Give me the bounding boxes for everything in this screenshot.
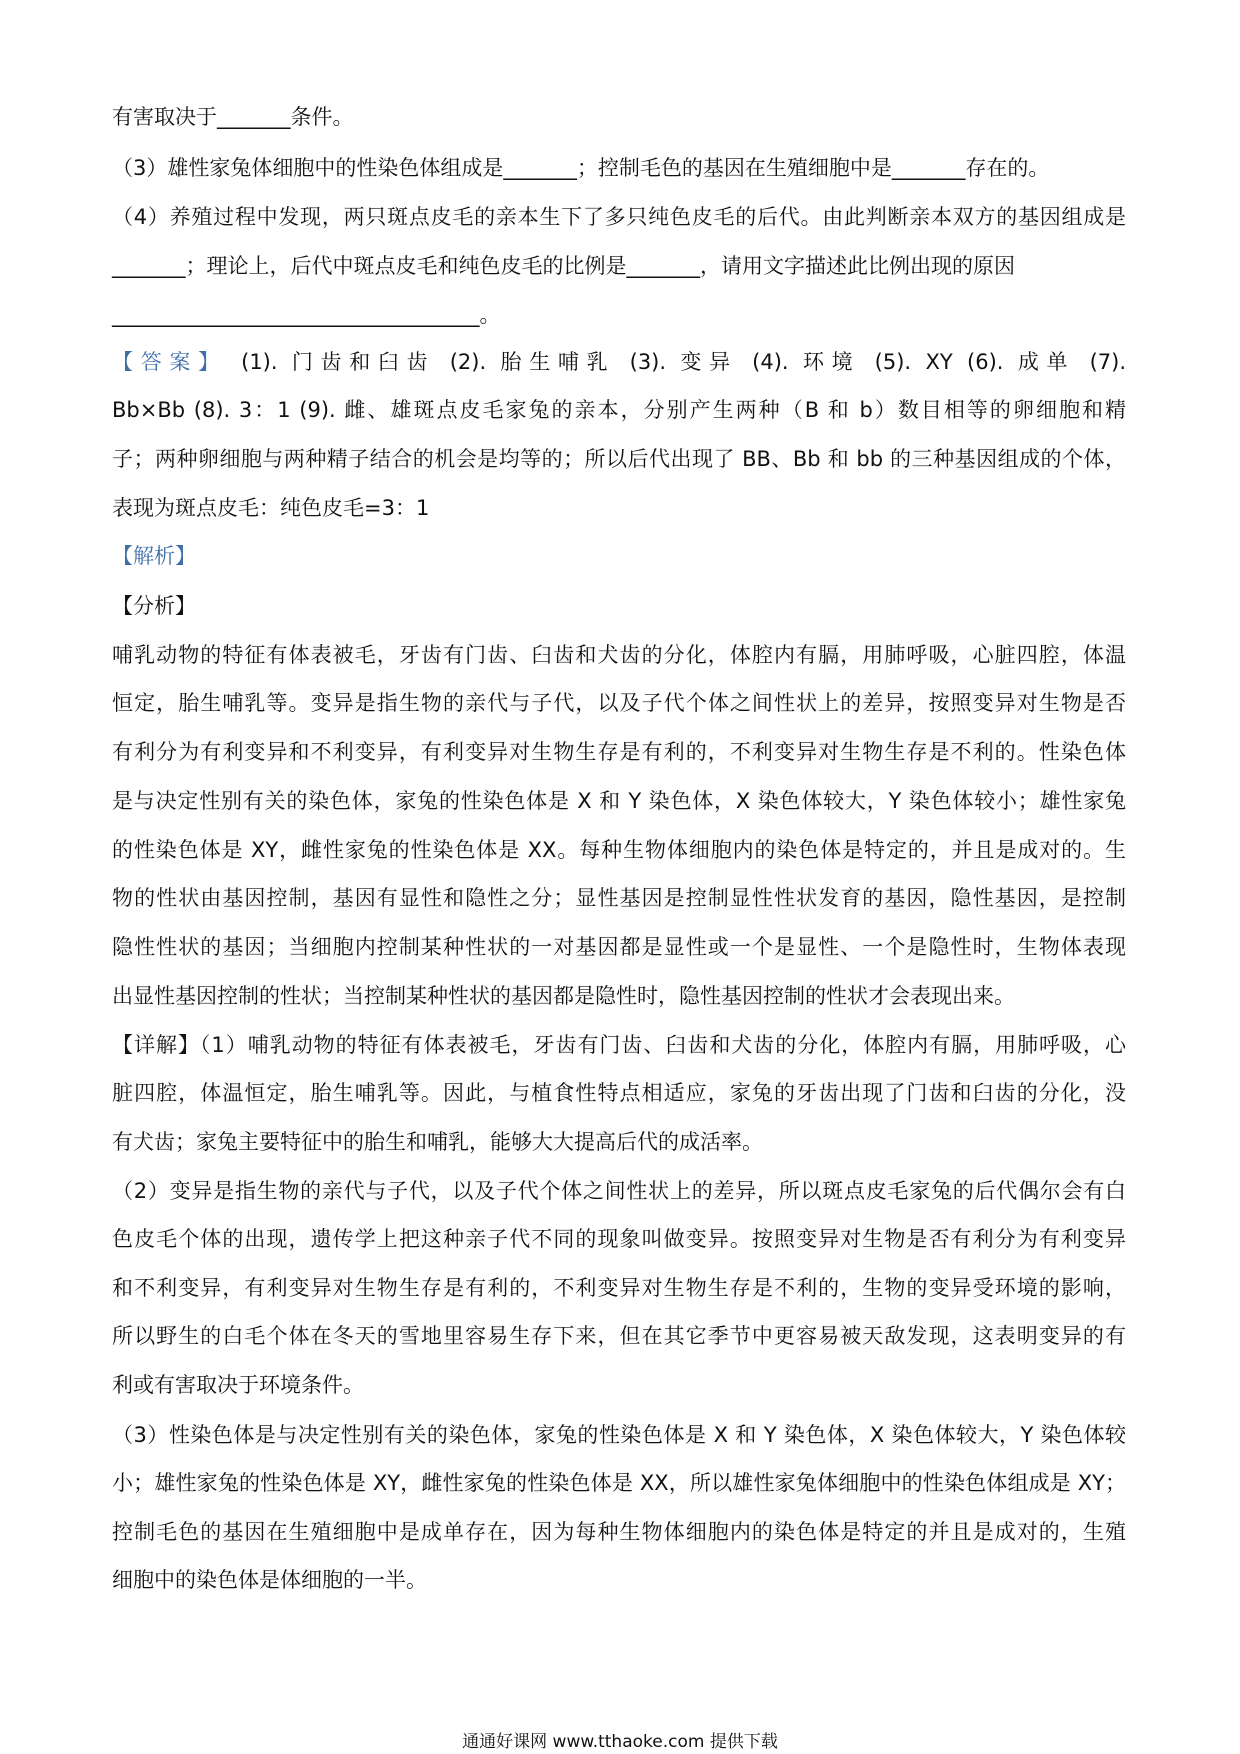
text-line (112, 1128, 1126, 1156)
line-text: 恒定，胎生哺乳等。变异是指生物的亲代与子代，以及子代个体之间性状上的差异，按照变异对生物是否 (112, 691, 1126, 715)
line-text: 子；两种卵细胞与两种精子结合的机会是均等的；所以后代出现了 BB、Bb 和 bb 的三种基因组成的个体， (112, 447, 1126, 471)
section-label: 【解析】 (112, 544, 196, 568)
text-line (112, 301, 1126, 329)
section-label: 【答案】 (112, 350, 227, 374)
line-text: 是与决定性别有关的染色体，家兔的性染色体是 X 和 Y 染色体，X 染色体较大，Y 染色体较小；雄性家兔 (112, 789, 1126, 813)
text-line (112, 1079, 1126, 1107)
line-text: 色皮毛个体的出现，遗传学上把这种亲子代不同的现象叫做变异。按照变异对生物是否有利分为有利变异 (112, 1227, 1126, 1251)
text-line (112, 1371, 1126, 1399)
line-text: 脏四腔，体温恒定，胎生哺乳等。因此，与植食性特点相适应，家兔的牙齿出现了门齿和臼齿的分化，没 (112, 1081, 1126, 1105)
text-line (112, 154, 1126, 182)
text-line (112, 1566, 1126, 1594)
line-text: 小；雄性家兔的性染色体是 XY，雌性家兔的性染色体是 XX，所以雄性家兔体细胞中的性染色体组成是 XY； (112, 1471, 1126, 1495)
line-text: （3）性染色体是与决定性别有关的染色体，家兔的性染色体是 X 和 Y 染色体，X 染色体较大，Y 染色体较 (112, 1423, 1126, 1447)
line-text: 【分析】 (112, 594, 196, 618)
text-line (112, 641, 1126, 669)
text-line (112, 787, 1126, 815)
line-text: ___________________________________。 (112, 303, 501, 327)
text-line (112, 252, 1126, 280)
line-text: _______；理论上，后代中斑点皮毛和纯色皮毛的比例是_______，请用文字描述此比例出现的原因 (112, 254, 1015, 278)
line-text: 物的性状由基因控制，基因有显性和隐性之分；显性基因是控制显性性状发育的基因，隐性基因，是控制 (112, 886, 1126, 910)
text-line (112, 884, 1126, 912)
text-line (112, 396, 1126, 424)
text-line (112, 592, 1126, 620)
text-line (112, 542, 1126, 570)
text-line (112, 738, 1126, 766)
line-text: 隐性性状的基因；当细胞内控制某种性状的一对基因都是显性或一个是显性、一个是隐性时，生物体表现 (112, 935, 1126, 959)
text-line (112, 1274, 1126, 1302)
line-text: Bb×Bb (8). 3：1 (9). 雌、雄斑点皮毛家兔的亲本，分别产生两种（B 和 b）数目相等的卵细胞和精 (112, 398, 1126, 422)
line-text: 有害取决于_______条件。 (112, 105, 354, 129)
line-text: 的性染色体是 XY，雌性家兔的性染色体是 XX。每种生物体细胞内的染色体是特定的，并且是成对的。生 (112, 838, 1126, 862)
line-text: 有犬齿；家兔主要特征中的胎生和哺乳，能够大大提高后代的成活率。 (112, 1130, 763, 1154)
line-text: 出显性基因控制的性状；当控制某种性状的基因都是隐性时，隐性基因控制的性状才会表现出来。 (112, 984, 1015, 1008)
line-text: 表现为斑点皮毛：纯色皮毛=3：1 (112, 496, 430, 520)
text-line (112, 494, 1126, 522)
text-line (112, 203, 1126, 231)
text-line (112, 933, 1126, 961)
text-line (112, 1177, 1126, 1205)
text-line (112, 1518, 1126, 1546)
line-text: (1). 门齿和臼齿 (2). 胎生哺乳 (3). 变异 (4). 环境 (5). XY (6). 成单 (7). (226, 350, 1127, 374)
line-text: （2）变异是指生物的亲代与子代，以及子代个体之间性状上的差异，所以斑点皮毛家兔的后代偶尔会有白 (112, 1179, 1126, 1203)
page-footer: 通通好课网 www.tthaoke.com 提供下载 (462, 1732, 778, 1752)
line-text: 【详解】（1）哺乳动物的特征有体表被毛，牙齿有门齿、臼齿和犬齿的分化，体腔内有膈，用肺呼吸，心 (112, 1033, 1126, 1057)
line-text: 细胞中的染色体是体细胞的一半。 (112, 1568, 427, 1592)
line-text: 和不利变异，有利变异对生物生存是有利的，不利变异对生物生存是不利的，生物的变异受环境的影响， (112, 1276, 1126, 1300)
text-line (112, 836, 1126, 864)
line-text: 所以野生的白毛个体在冬天的雪地里容易生存下来，但在其它季节中更容易被天敌发现，这表明变异的有 (112, 1324, 1126, 1348)
text-line (112, 1469, 1126, 1497)
line-text: 哺乳动物的特征有体表被毛，牙齿有门齿、臼齿和犬齿的分化，体腔内有膈，用肺呼吸，心脏四腔，体温 (112, 643, 1126, 667)
text-line (112, 1322, 1126, 1350)
line-text: （3）雄性家兔体细胞中的性染色体组成是_______；控制毛色的基因在生殖细胞中是_______存在的。 (112, 156, 1050, 180)
line-text: 利或有害取决于环境条件。 (112, 1373, 364, 1397)
text-line (112, 982, 1126, 1010)
text-line (112, 1031, 1126, 1059)
line-text: 有利分为有利变异和不利变异，有利变异对生物生存是有利的，不利变异对生物生存是不利的。性染色体 (112, 740, 1126, 764)
text-line (112, 103, 1126, 131)
text-line (112, 1421, 1126, 1449)
text-line (112, 689, 1126, 717)
text-line (112, 348, 1126, 376)
line-text: 控制毛色的基因在生殖细胞中是成单存在，因为每种生物体细胞内的染色体是特定的并且是成对的，生殖 (112, 1520, 1126, 1544)
line-text: （4）养殖过程中发现，两只斑点皮毛的亲本生下了多只纯色皮毛的后代。由此判断亲本双方的基因组成是 (112, 205, 1126, 229)
text-line (112, 1225, 1126, 1253)
text-line (112, 445, 1126, 473)
